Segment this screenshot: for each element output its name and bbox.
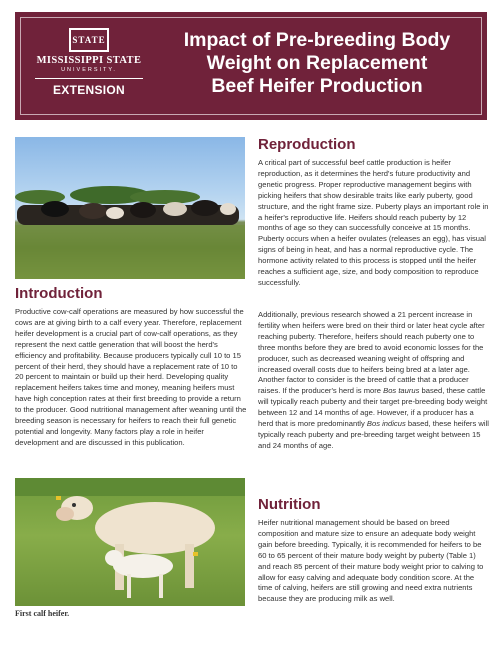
msu-logo-mark: STATE [69, 28, 109, 52]
first-calf-heifer-photo [15, 478, 245, 606]
msu-extension-logo [29, 28, 149, 97]
reproduction-text-1: A critical part of successful beef cattle production is heifer reproduction, as it determines the herd's future productivity and genetic progress. Proper reproductive management begins with picking heifers that show desirable traits like early puberty, good structure, and the right frame size. Puberty plays an important role in a heifer's reproductive life. Heifers should reach puberty by 12 months of age so they can successfully conceive at 15 months. Puberty occurs when a heifer ovulates (releases an egg), has visual signs of being in heat, and has a normal reproductive cycle. The hormone activity related to this process is stopped until the heifer reaches a sufficient age, size, and body composition to reproduce successfully. [258, 158, 489, 287]
bos-taurus-term: Bos taurus [383, 386, 420, 396]
logo-university-word: UNIVERSITY. [61, 67, 117, 73]
photo-caption: First calf heifer. [15, 609, 70, 618]
bos-indicus-term: Bos indicus [366, 419, 406, 429]
cattle-herd-illustration [15, 137, 245, 279]
logo-university-name: MISSISSIPPI STATE [36, 55, 142, 66]
nutrition-text: Heifer nutritional management should be based on breed composition and mature size to ensure an adequate body weight gain before breeding. Typically, it is recommended for heifers to be 60 to 65 percent of their mature body weight by puberty (Table 1) and reach 85 percent of their mature body weight prior to calving to allow for easy calving and adequate body condition score. At the time of calving, heifers are still growing and need extra nutrients because they are producing milk as well. [258, 518, 484, 604]
reproduction-text-2c: based, these heifers will typically reach puberty and pre-breeding target weight between 15 and 24 months of age. [258, 419, 489, 450]
page-title [167, 29, 467, 98]
header-banner [15, 12, 487, 120]
title-line-1: Impact of Pre-breeding Body [183, 29, 451, 51]
reproduction-text-2 [258, 310, 490, 452]
reproduction-text-2b: based, these cattle will typically reach puberty and their target pre-breeding body weight between 12 and 14 months of age. However, if a producer has a herd that is more predominantly [258, 386, 488, 429]
logo-divider [35, 78, 143, 79]
nutrition-heading: Nutrition [258, 496, 321, 513]
cattle-herd-photo [15, 137, 245, 279]
introduction-heading: Introduction [15, 285, 103, 302]
title-line-3: Beef Heifer Production [211, 75, 423, 97]
reproduction-text-2a: Additionally, previous research showed a 21 percent increase in fertility when heifers were bred on their third or later heat cycle after reaching puberty. Therefore, heifers should reach puberty one to three months before they are bred to avoid economic losses for the producer, such as decreased weaning weight of offspring and increased overall costs due to heifers being bred at a later age. Another factor to consider is the breed of cattle that a producer raises. If the producer's herd is more [258, 310, 485, 396]
title-line-2: Weight on Replacement [206, 52, 428, 74]
logo-extension: EXTENSION [52, 83, 126, 97]
heifer-and-calf-illustration [15, 478, 245, 606]
reproduction-heading: Reproduction [258, 136, 356, 153]
introduction-text: Productive cow-calf operations are measured by how successful the cows are at giving birth to a calf every year. Therefore, replacement heifer development is a crucial part of cow-calf operations, as they represent the next cattle generation that will boost the herd's efficiency and profitability. Because producers typically cull 10 to 15 percent of their herd, they should have a replacement rate of 10 to 20 percent to maintain or build up their herd. Developing quality replacement heifers takes time and money, meaning heifers must have high conception rates at their first breeding to provide a return to the producer. Good nutritional management after weaning until the breeding season is necessary for heifers to reach their full genetic potential and longevity. Many factors play a role in heifer development and are discussed in this publication. [15, 307, 247, 447]
